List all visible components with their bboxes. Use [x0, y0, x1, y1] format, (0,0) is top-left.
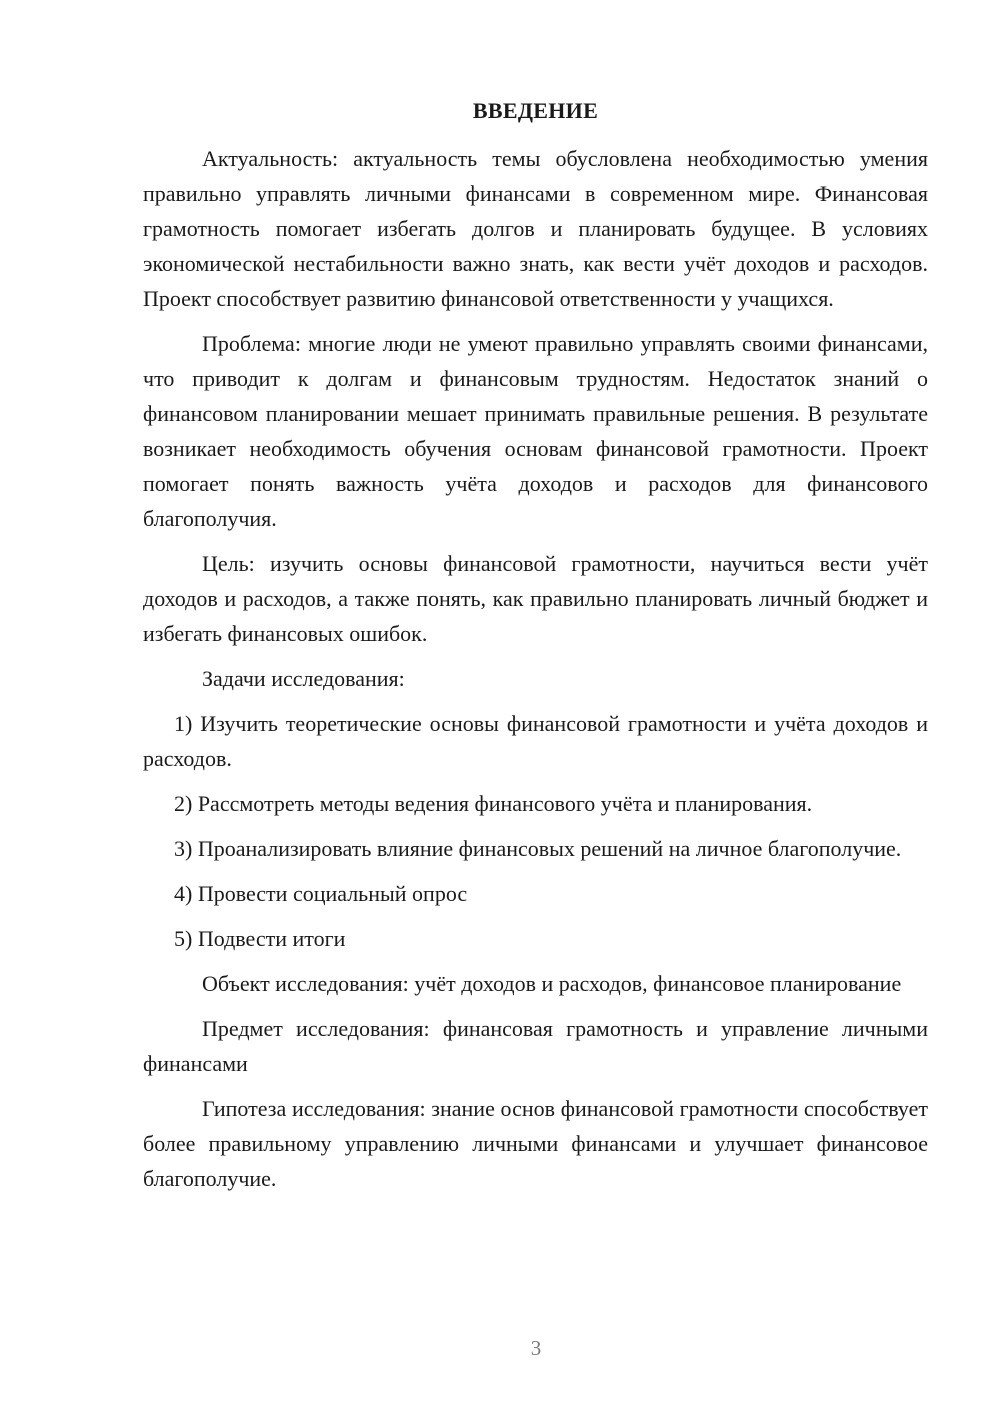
paragraph-relevance: Актуальность: актуальность темы обусловлена необходимостью умения правильно управлять личными финансами в современном мире. Финансовая грамотность помогает избегать долгов и планировать будущее. В условиях экономической нестабильности важно знать, как вести учёт доходов и расходов. Проект способствует развитию финансовой ответственности у учащихся.: [143, 146, 928, 311]
page-number: 3: [530, 1336, 542, 1360]
paragraph-goal: Цель: изучить основы финансовой грамотности, научиться вести учёт доходов и расходов, а также понять, как правильно планировать личный бюджет и избегать финансовых ошибок.: [143, 551, 928, 646]
document-page: [143, 95, 928, 1206]
paragraph-subject: Предмет исследования: финансовая грамотность и управление личными финансами: [143, 1016, 928, 1076]
task-item-5: 5) Подвести итоги: [174, 926, 346, 951]
paragraph-tasks-title: Задачи исследования:: [202, 666, 405, 691]
task-item-3: 3) Проанализировать влияние финансовых решений на личное благополучие.: [174, 836, 902, 861]
task-item-1: 1) Изучить теоретические основы финансовой грамотности и учёта доходов и расходов.: [143, 711, 928, 771]
task-item-4: 4) Провести социальный опрос: [174, 881, 468, 906]
paragraph-object: Объект исследования: учёт доходов и расходов, финансовое планирование: [202, 971, 902, 996]
paragraph-problem: Проблема: многие люди не умеют правильно управлять своими финансами, что приводит к долгам и финансовым трудностям. Недостаток знаний о финансовом планировании мешает принимать правильные решения. В результате возникает необходимость обучения основам финансовой грамотности. Проект помогает понять важность учёта доходов и расходов для финансового благополучия.: [143, 331, 928, 531]
task-item-2: 2) Рассмотреть методы ведения финансового учёта и планирования.: [174, 791, 813, 816]
section-heading: ВВЕДЕНИЕ: [472, 98, 599, 123]
paragraph-hypothesis: Гипотеза исследования: знание основ финансовой грамотности способствует более правильному управлению личными финансами и улучшает финансовое благополучие.: [143, 1096, 928, 1191]
